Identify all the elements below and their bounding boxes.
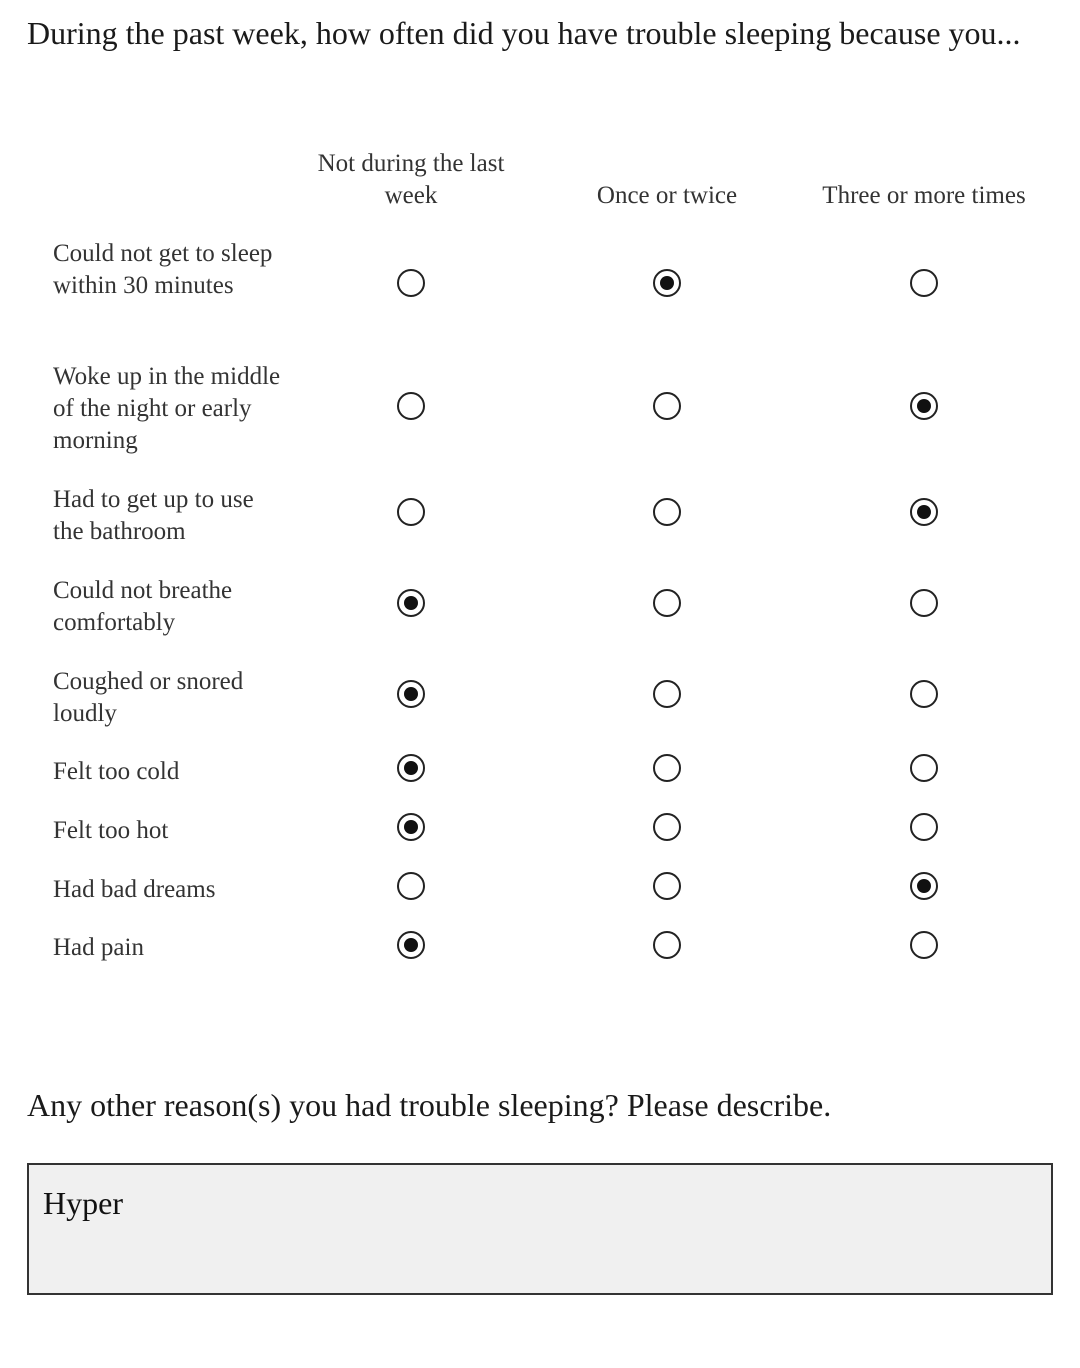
row-label: Felt too hot <box>53 817 169 844</box>
radio-button[interactable] <box>910 754 938 782</box>
radio-dot <box>917 879 931 893</box>
radio-button[interactable] <box>653 680 681 708</box>
radio-button[interactable] <box>397 931 425 959</box>
row-label: Woke up in the middle of the night or early morning <box>53 363 281 454</box>
radio-button[interactable] <box>397 269 425 297</box>
radio-button[interactable] <box>910 931 938 959</box>
radio-button[interactable] <box>397 680 425 708</box>
radio-button[interactable] <box>397 754 425 782</box>
radio-button[interactable] <box>910 872 938 900</box>
row-label: Had bad dreams <box>53 876 216 903</box>
radio-dot <box>404 820 418 834</box>
radio-button[interactable] <box>910 392 938 420</box>
radio-button[interactable] <box>653 872 681 900</box>
radio-button[interactable] <box>910 813 938 841</box>
other-reasons-textarea[interactable]: Hyper <box>27 1163 1053 1295</box>
row-label: Could not breathe comfortably <box>53 577 233 636</box>
radio-button[interactable] <box>653 754 681 782</box>
radio-button[interactable] <box>653 498 681 526</box>
other-reasons-prompt: Any other reason(s) you had trouble sleeping? Please describe. <box>27 1087 832 1123</box>
radio-dot <box>917 505 931 519</box>
radio-button[interactable] <box>910 498 938 526</box>
radio-button[interactable] <box>653 589 681 617</box>
radio-button[interactable] <box>910 589 938 617</box>
radio-dot <box>404 687 418 701</box>
radio-dot <box>404 596 418 610</box>
radio-button[interactable] <box>910 680 938 708</box>
radio-button[interactable] <box>397 392 425 420</box>
row-label: Had to get up to use the bathroom <box>53 486 254 545</box>
radio-dot <box>404 938 418 952</box>
column-header-1: Not during the last week <box>317 150 505 209</box>
row-label: Coughed or snored loudly <box>53 668 244 727</box>
row-label: Could not get to sleep within 30 minutes <box>53 240 273 299</box>
radio-button[interactable] <box>653 269 681 297</box>
radio-button[interactable] <box>397 872 425 900</box>
radio-button[interactable] <box>653 392 681 420</box>
radio-button[interactable] <box>397 589 425 617</box>
column-header-3: Three or more times <box>822 182 1026 209</box>
question-text: During the past week, how often did you have trouble sleeping because you... <box>27 15 1021 51</box>
radio-button[interactable] <box>910 269 938 297</box>
row-label: Felt too cold <box>53 758 180 785</box>
column-header-2: Once or twice <box>596 182 738 209</box>
radio-button[interactable] <box>653 931 681 959</box>
radio-dot <box>404 761 418 775</box>
radio-button[interactable] <box>653 813 681 841</box>
row-label: Had pain <box>53 934 144 961</box>
radio-button[interactable] <box>397 813 425 841</box>
radio-dot <box>917 399 931 413</box>
radio-button[interactable] <box>397 498 425 526</box>
radio-dot <box>660 276 674 290</box>
